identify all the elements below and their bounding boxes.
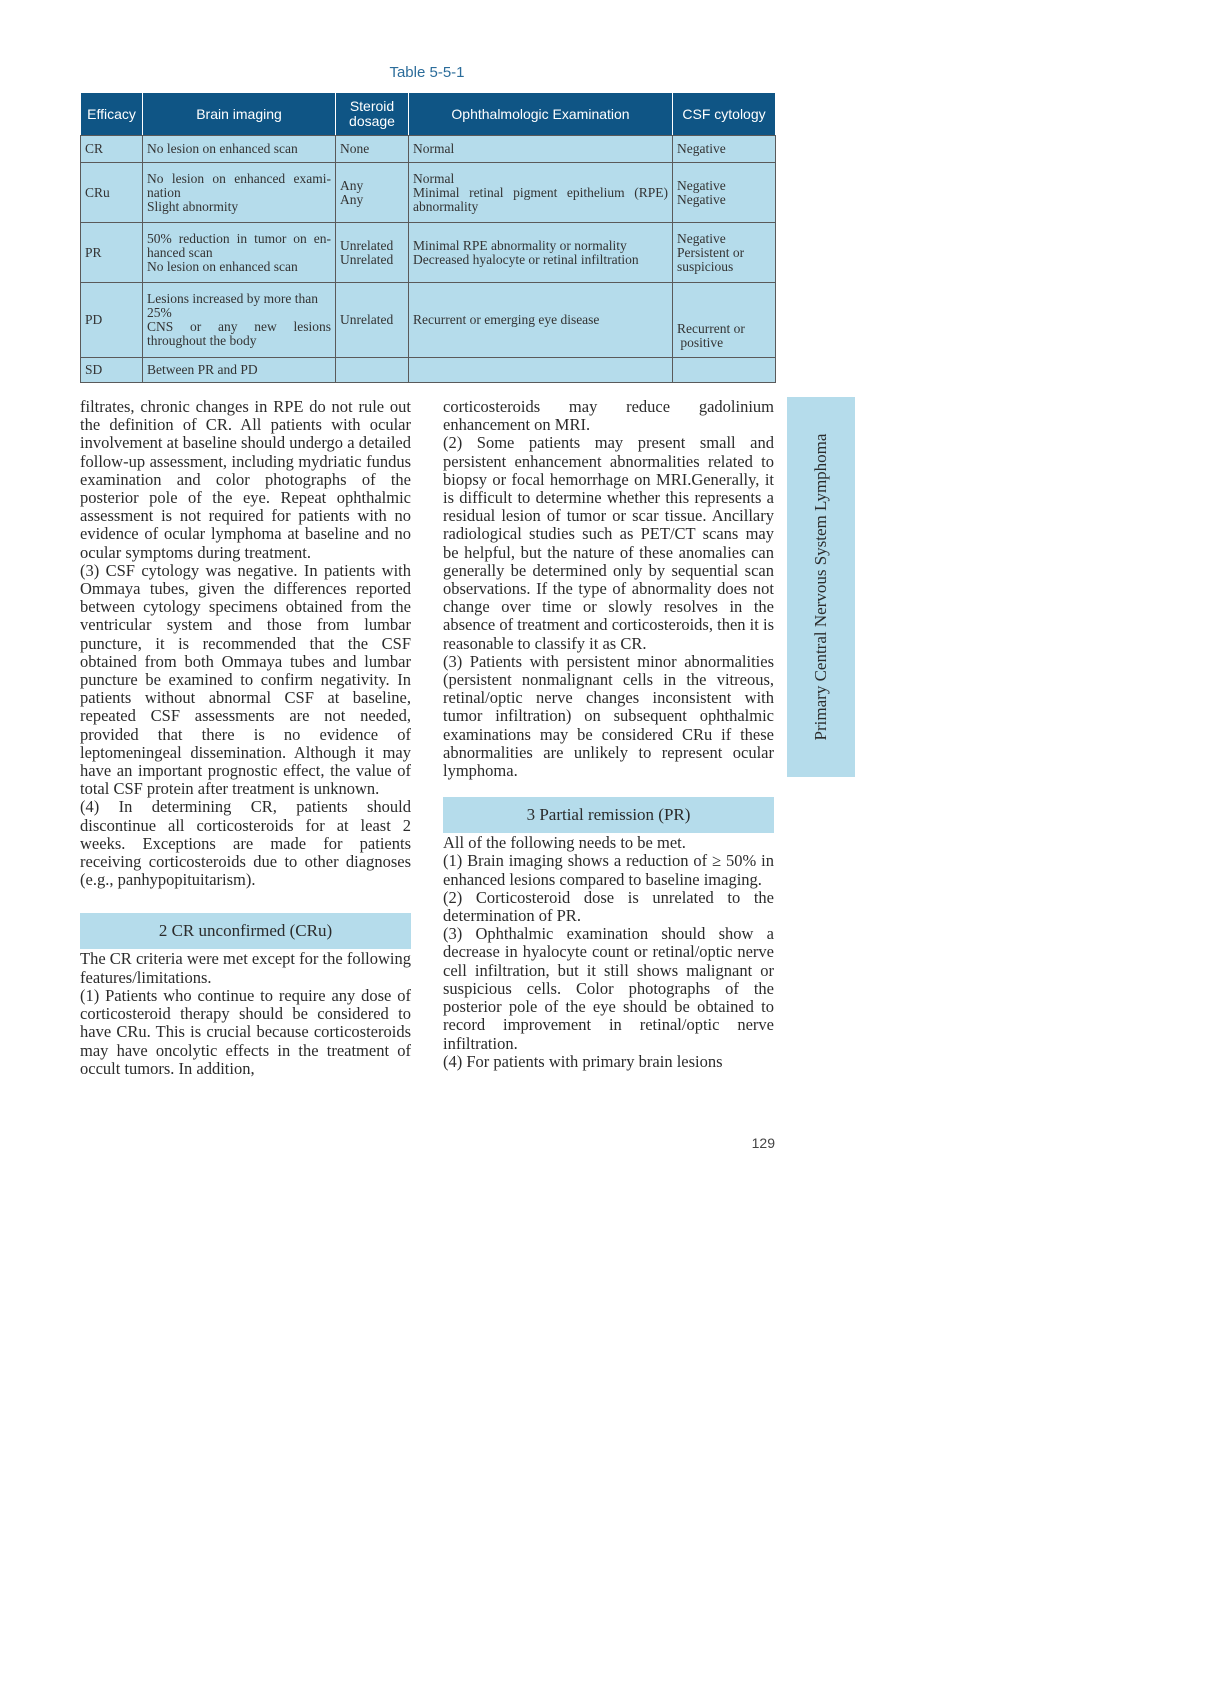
header-brain-imaging: Brain imaging — [143, 93, 336, 136]
section-heading-cru: 2 CR unconfirmed (CRu) — [80, 913, 411, 949]
cell-line: Decreased hyalocyte or retinal infiltration — [413, 251, 639, 267]
paragraph: (4) In determining CR, patients should discontinue all corticosteroids for at least 2 weeks. Exceptions are made for patients receiving corticosteroids due to other diagnoses (e.g., panhypopituitarism). — [80, 797, 411, 890]
cell-line: No lesion on enhanced exami- — [147, 170, 331, 186]
cell-line: hanced scan — [147, 244, 213, 260]
cell-line: Unrelated — [340, 251, 394, 267]
cell-efficacy: PD — [81, 283, 143, 358]
cell-line: Any — [340, 191, 364, 207]
paragraph: corticosteroids may reduce gadolinium enhancement on MRI. — [443, 397, 774, 435]
paragraph: filtrates, chronic changes in RPE do not rule out the definition of CR. All patients with ocular involvement at baseline should undergo a detailed follow-up assessment, including mydriatic fundus examination and color photographs of the posterior pole of the eye. Repeat ophthalmic assessment is not required for patients with no evidence of ocular lymphoma at baseline and no ocular symptoms during treatment. — [80, 397, 411, 562]
cell-line: Negative — [677, 177, 726, 193]
cell-brain-imaging — [143, 163, 336, 223]
paragraph: (3) Ophthalmic examination should show a decrease in hyalocyte count or retinal/optic nerve cell infiltration, but it still shows malignant or suspicious cells. Color photographs of the posterior pole of the eye should be obtained to record improvement in retinal/optic nerve infiltration. — [443, 924, 774, 1053]
page-number: 129 — [751, 1135, 775, 1151]
cell-brain-imaging — [143, 358, 336, 383]
cell-line: None — [340, 141, 370, 156]
cell-steroid-dosage — [336, 136, 409, 163]
cell-efficacy: CR — [81, 136, 143, 163]
cell-line: suspicious — [677, 258, 734, 274]
cell-line: No lesion on enhanced scan — [147, 258, 298, 274]
section-heading-pr: 3 Partial remission (PR) — [443, 797, 774, 833]
cell-line: Negative — [677, 191, 726, 207]
header-csf-cytology: CSF cytology — [673, 93, 776, 136]
cell-efficacy: SD — [81, 358, 143, 383]
cell-ophthalmologic — [409, 358, 673, 383]
chapter-side-tab — [787, 397, 855, 777]
cell-line: Negative — [677, 230, 726, 246]
cell-line: positive — [677, 334, 724, 350]
cell-steroid-dosage — [336, 358, 409, 383]
cell-brain-imaging — [143, 223, 336, 283]
paragraph: (1) Brain imaging shows a reduction of ≥ 50% in enhanced lesions compared to baseline imaging. — [443, 851, 774, 889]
cell-ophthalmologic — [409, 223, 673, 283]
cell-csf-cytology — [673, 358, 776, 383]
cell-ophthalmologic — [409, 283, 673, 358]
header-ophthalmologic-examination: Ophthalmologic Examination — [409, 93, 673, 136]
table-row — [81, 358, 776, 383]
cell-line: throughout the body — [147, 333, 257, 348]
paragraph: (2) Some patients may present small and persistent enhancement abnormalities related to biopsy or focal hemorrhage on MRI.Generally, it is difficult to determine whether this represents a residual lesion of tumor or scar tissue. Ancillary radiological studies such as PET/CT scans may be helpful, but the nature of these anomalies can generally be determined only by sequential scan observations. If the type of abnormality does not change over time or slowly resolves in the absence of treatment and corticosteroids, then it is reasonable to classify it as CR. — [443, 433, 774, 653]
cell-line: Any — [340, 177, 364, 193]
cell-line: No lesion on enhanced scan — [147, 141, 298, 156]
paragraph: (4) For patients with primary brain lesions — [443, 1051, 723, 1071]
paragraph: All of the following needs to be met. — [443, 833, 686, 853]
chapter-side-tab-label: Primary Central Nervous System Lymphoma — [811, 433, 830, 741]
cell-line: Recurrent or — [677, 320, 745, 336]
paragraph: The CR criteria were met except for the following features/limitations. — [80, 949, 411, 987]
table-row — [81, 223, 776, 283]
left-text-column — [80, 398, 411, 1078]
cell-ophthalmologic — [409, 136, 673, 163]
paragraph: (1) Patients who continue to require any dose of corticosteroid therapy should be considered to have CRu. This is crucial because corticosteroids may have oncolytic effects in the treatment of occult tumors. In addition, — [80, 985, 411, 1078]
cell-line: CNS or any new lesions — [147, 319, 331, 334]
cell-csf-cytology — [673, 136, 776, 163]
cell-brain-imaging — [143, 283, 336, 358]
efficacy-table — [80, 92, 776, 383]
cell-csf-cytology — [673, 223, 776, 283]
cell-efficacy: CRu — [81, 163, 143, 223]
right-text-column — [443, 398, 774, 1071]
cell-line: Normal — [413, 170, 455, 186]
header-efficacy: Efficacy — [81, 93, 143, 136]
cell-line: Persistent or — [677, 244, 745, 260]
cell-csf-cytology — [673, 283, 776, 358]
cell-steroid-dosage — [336, 283, 409, 358]
cell-csf-cytology — [673, 163, 776, 223]
cell-brain-imaging — [143, 136, 336, 163]
cell-line: Lesions increased by more than — [147, 291, 318, 306]
cell-line: Negative — [677, 141, 726, 156]
cell-line: 50% reduction in tumor on en- — [147, 230, 331, 246]
cell-line: Unrelated — [340, 312, 394, 327]
cell-line: Slight abnormity — [147, 198, 239, 214]
cell-line: 25% — [147, 305, 172, 320]
table-header-row — [81, 93, 776, 136]
table-caption: Table 5-5-1 — [389, 64, 465, 81]
cell-line: Between PR and PD — [147, 362, 258, 377]
table-row — [81, 136, 776, 163]
cell-line: Unrelated — [340, 237, 394, 253]
table-row — [81, 163, 776, 223]
cell-line: Minimal retinal pigment epithelium (RPE) — [413, 184, 668, 200]
cell-line: Normal — [413, 141, 455, 156]
cell-steroid-dosage — [336, 223, 409, 283]
paragraph: (3) Patients with persistent minor abnormalities (persistent nonmalignant cells in the vitreous, retinal/optic nerve changes inconsistent with tumor infiltration) on subsequent ophthalmic examinations may be considered CRu if these abnormalities are unlikely to represent ocular lymphoma. — [443, 651, 774, 781]
cell-line: nation — [147, 184, 181, 200]
paragraph: (3) CSF cytology was negative. In patients with Ommaya tubes, given the differences reported between cytology specimens obtained from the ventricular system and those from lumbar puncture, it is recommended that the CSF obtained from both Ommaya tubes and lumbar puncture be examined to confirm negativity. In patients without abnormal CSF at baseline, repeated CSF assessments are not needed, provided that there is no evidence of leptomeningeal dissemination. Although it may have an important prognostic effect, the value of total CSF protein after treatment is unknown. — [80, 560, 411, 799]
cell-steroid-dosage — [336, 163, 409, 223]
header-steroid-dosage: Steroid dosage — [336, 93, 409, 136]
cell-line: Recurrent or emerging eye disease — [413, 312, 600, 327]
cell-efficacy: PR — [81, 223, 143, 283]
paragraph: (2) Corticosteroid dose is unrelated to the determination of PR. — [443, 887, 774, 926]
cell-line: Minimal RPE abnormality or normality — [413, 237, 627, 253]
cell-ophthalmologic — [409, 163, 673, 223]
table-row — [81, 283, 776, 358]
cell-line: abnormality — [413, 198, 479, 214]
